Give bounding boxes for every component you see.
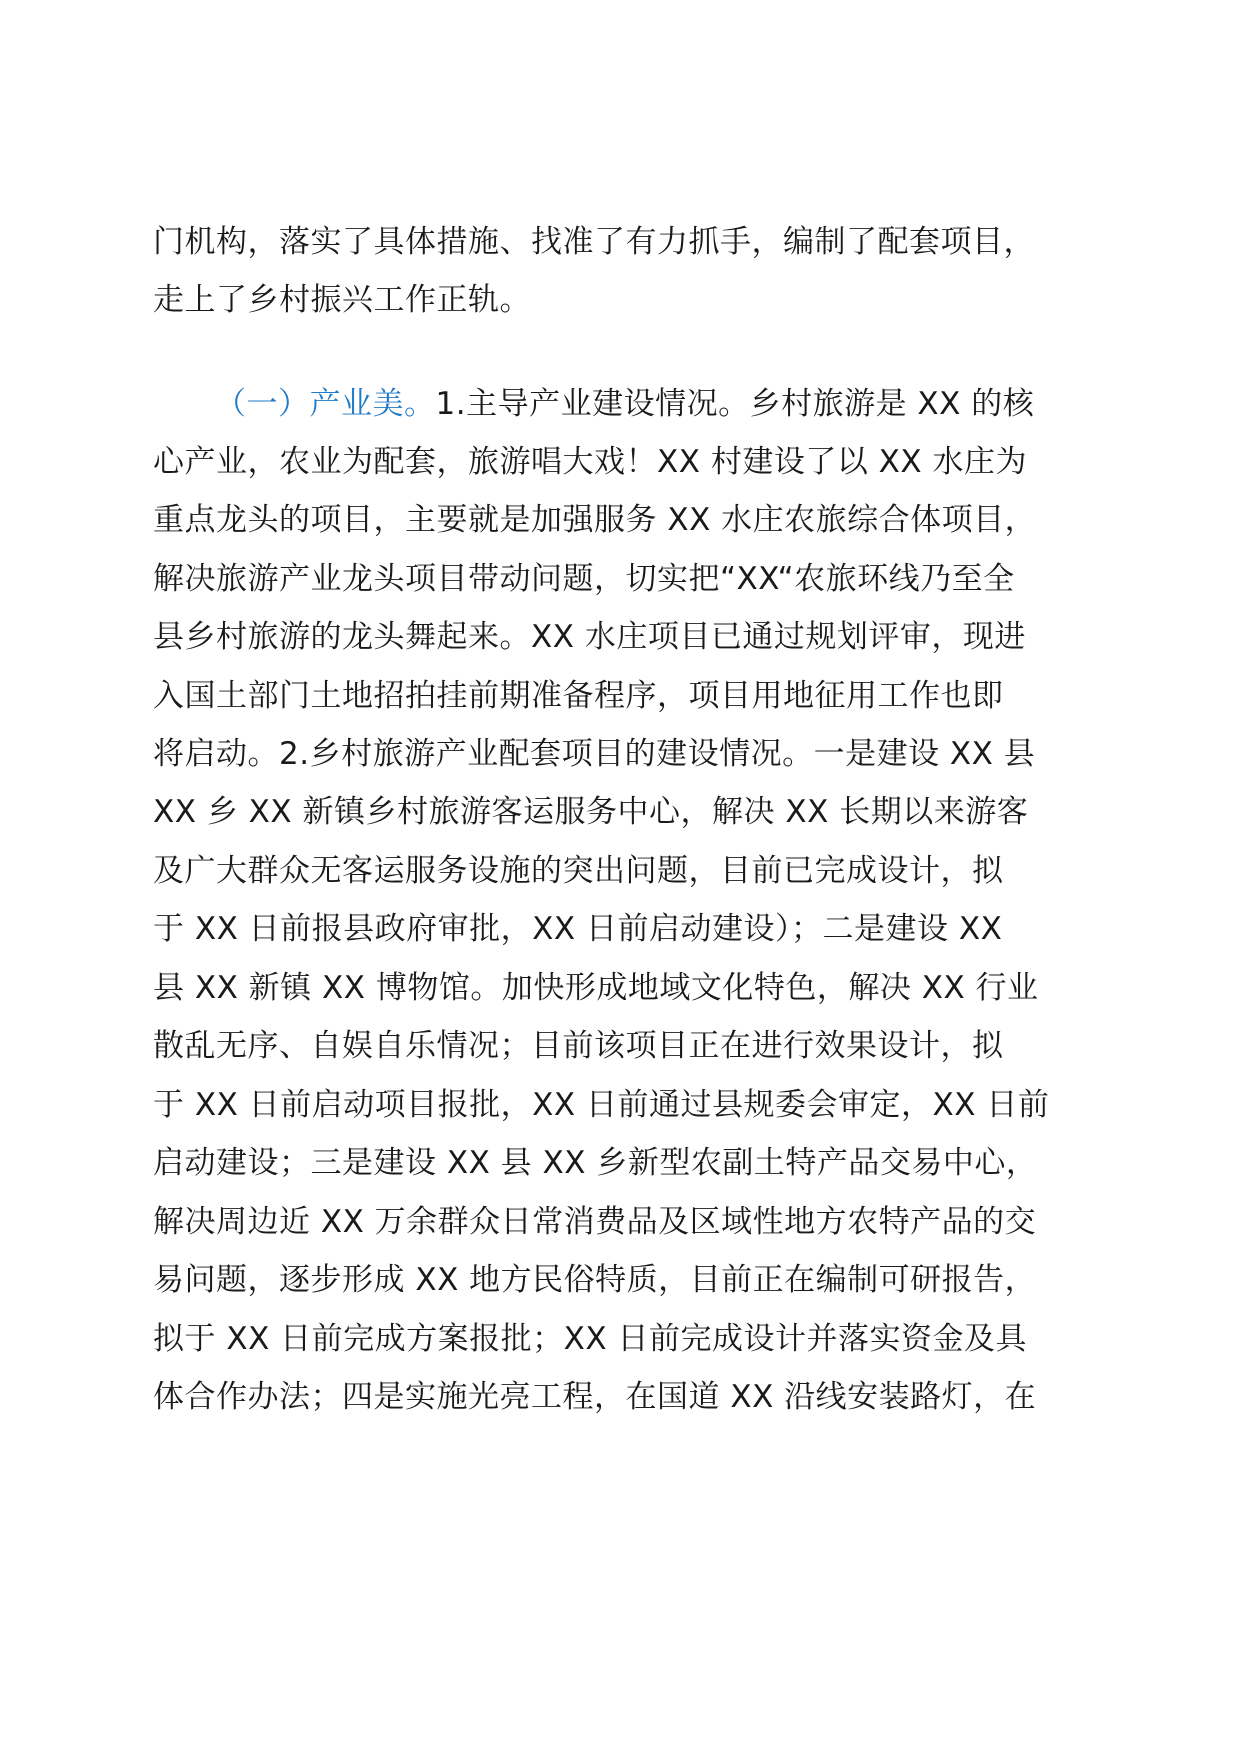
text-line: 门机构，落实了具体措施、找准了有力抓手，编制了配套项目， (153, 224, 1035, 260)
paragraph-first-line (215, 374, 1113, 434)
text-line: XX 乡 XX 新镇乡村旅游客运服务中心，解决 XX 长期以来游客 (153, 794, 1029, 830)
text-line: 县 XX 新镇 XX 博物馆。加快形成地域文化特色，解决 XX 行业 (153, 970, 1039, 1006)
text-line: 拟于 XX 日前完成方案报批；XX 日前完成设计并落实资金及具 (153, 1321, 1028, 1357)
text-line: 入国土部门土地招拍挂前期准备程序，项目用地征用工作也即 (153, 678, 1004, 714)
text-line: 于 XX 日前启动项目报批，XX 日前通过县规委会审定，XX 日前 (153, 1087, 1050, 1123)
text-line: 于 XX 日前报县政府审批，XX 日前启动建设）；二是建设 XX (153, 911, 1003, 947)
text-line: 县乡村旅游的龙头舞起来。XX 水庄项目已通过规划评审，现进 (153, 619, 1026, 655)
section-heading: （一）产业美。 (215, 386, 436, 422)
text-span: 1.主导产业建设情况。乡村旅游是 XX 的核 (435, 386, 1035, 422)
text-line: 将启动。2.乡村旅游产业配套项目的建设情况。一是建设 XX 县 (153, 736, 1036, 772)
text-line: 走上了乡村振兴工作正轨。 (153, 282, 531, 318)
text-line: 解决旅游产业龙头项目带动问题，切实把“XX“农旅环线乃至全 (153, 561, 1015, 597)
text-line: 解决周边近 XX 万余群众日常消费品及区域性地方农特产品的交 (153, 1204, 1037, 1240)
text-line: 及广大群众无客运服务设施的突出问题，目前已完成设计，拟 (153, 853, 1004, 889)
text-line: 启动建设；三是建设 XX 县 XX 乡新型农副土特产品交易中心， (153, 1145, 1038, 1181)
text-line: 重点龙头的项目，主要就是加强服务 XX 水庄农旅综合体项目， (153, 502, 1037, 538)
text-line: 散乱无序、自娱自乐情况；目前该项目正在进行效果设计，拟 (153, 1028, 1004, 1064)
text-line: 体合作办法；四是实施光亮工程，在国道 XX 沿线安装路灯，在 (153, 1379, 1037, 1415)
text-line: 易问题，逐步形成 XX 地方民俗特质，目前正在编制可研报告， (153, 1262, 1037, 1298)
text-line: 心产业，农业为配套，旅游唱大戏！XX 村建设了以 XX 水庄为 (153, 444, 1028, 480)
